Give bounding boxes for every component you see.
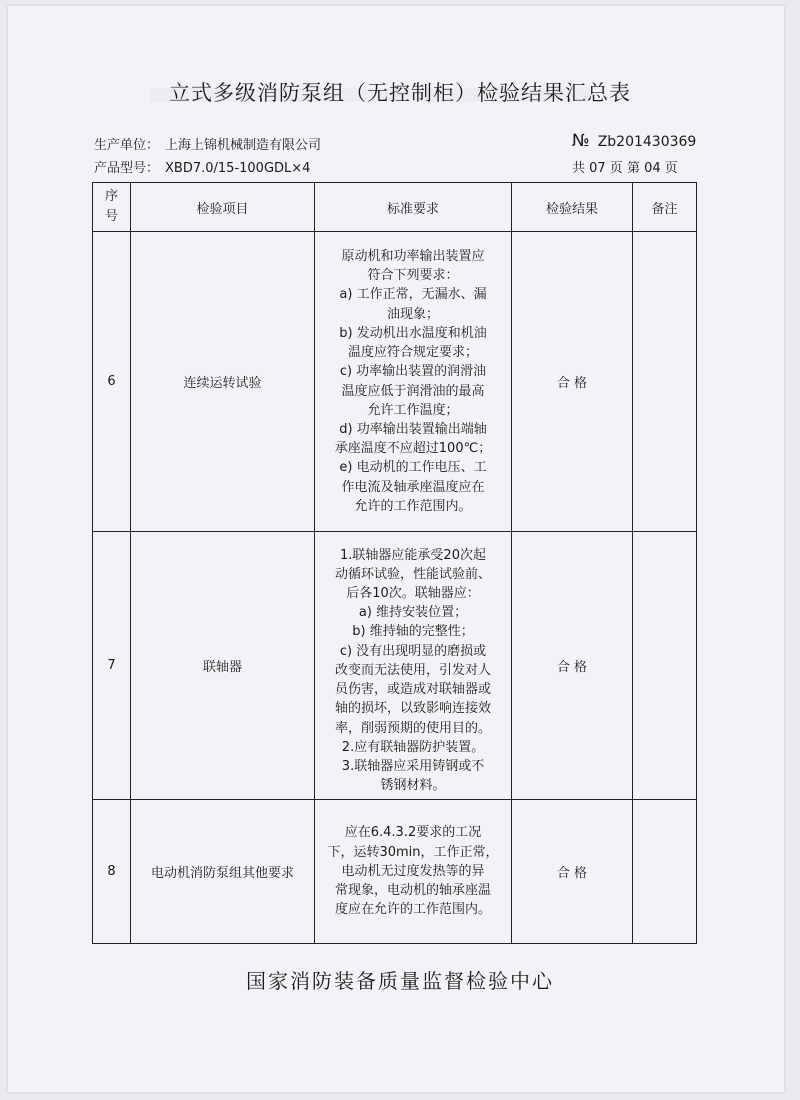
requirement-line: 1.联轴器应能承受20次起 (340, 547, 486, 563)
requirement-line: d) 功率输出装置输出端轴 (339, 421, 487, 437)
page-info: 共 07 页 第 04 页 (572, 161, 678, 176)
row-item: 电动机消防泵组其他要求 (131, 800, 315, 944)
requirement-line: 下，运转30min，工作正常， (327, 844, 499, 860)
requirement-line: 率，削弱预期的使用目的。 (334, 720, 491, 736)
row-note (633, 232, 697, 532)
header-result: 检验结果 (512, 183, 633, 232)
requirement-line: 改变而无法使用，引发对人 (334, 662, 491, 678)
model-line (94, 157, 310, 176)
results-table (92, 182, 697, 944)
requirement-line: 度应在允许的工作范围内。 (334, 902, 491, 918)
row-seq: 8 (93, 800, 131, 944)
row-requirement (315, 232, 512, 532)
requirement-line: 承座温度不应超过100℃； (334, 441, 492, 457)
row-result: 合 格 (512, 532, 633, 800)
requirement-line: b) 发动机出水温度和机油 (339, 325, 487, 341)
report-number-value: Zb201430369 (597, 134, 697, 150)
requirement-line: 锈钢材料。 (380, 778, 446, 794)
row-note (633, 800, 697, 944)
requirement-line: 温度应符合规定要求； (347, 345, 478, 361)
requirement-line: c) 没有出现明显的磨损或 (339, 643, 487, 659)
requirement-line: 允许的工作范围内。 (354, 498, 472, 514)
row-seq: 6 (93, 232, 131, 532)
model-label: 产品型号： (94, 161, 160, 176)
requirement-line: 温度应低于润滑油的最高 (341, 383, 485, 399)
requirement-line: 油现象； (386, 306, 439, 322)
requirement-line: 符合下列要求： (367, 268, 459, 284)
page-title: 立式多级消防泵组（无控制柜）检验结果汇总表 (169, 81, 631, 105)
header-seq (93, 183, 131, 232)
table-row (93, 800, 697, 944)
issuer-footer: 国家消防装备质量监督检验中心 (246, 969, 554, 993)
row-requirement (315, 800, 512, 944)
requirement-line: b) 维持轴的完整性； (352, 624, 474, 640)
producer-value: 上海上锦机械制造有限公司 (165, 138, 322, 153)
table-header-row (93, 183, 697, 232)
row-result: 合 格 (512, 232, 633, 532)
requirement-line: a) 维持安装位置； (358, 605, 468, 621)
requirement-line: 2.应有联轴器防护装置。 (341, 739, 485, 755)
requirement-line: 应在6.4.3.2要求的工况 (344, 825, 482, 841)
number-symbol: № (572, 131, 590, 151)
row-requirement (315, 532, 512, 800)
requirement-line: 员伤害，或造成对联轴器或 (334, 682, 491, 698)
report-number (572, 131, 696, 151)
header-note: 备注 (633, 183, 697, 232)
requirement-line: c) 功率输出装置的润滑油 (339, 364, 487, 380)
row-seq: 7 (93, 532, 131, 800)
requirement-line: a) 工作正常，无漏水、漏 (339, 287, 487, 303)
requirement-line: 动循环试验，性能试验前、 (334, 566, 491, 582)
row-item: 联轴器 (131, 532, 315, 800)
requirement-line: 电动机无过度发热等的异 (341, 863, 485, 879)
requirement-line: 常现象，电动机的轴承座温 (334, 883, 491, 899)
requirement-line: 轴的损坏，以致影响连接效 (334, 701, 491, 717)
row-item: 连续运转试验 (131, 232, 315, 532)
requirement-line: e) 电动机的工作电压、工 (339, 460, 487, 476)
row-result: 合 格 (512, 800, 633, 944)
header-seq-text: 序号 (104, 189, 118, 224)
requirement-line: 3.联轴器应采用铸钢或不 (341, 758, 485, 774)
table-row (93, 232, 697, 532)
requirement-line: 后各10次。联轴器应： (346, 586, 480, 602)
producer-line (94, 134, 321, 153)
producer-label: 生产单位： (94, 138, 160, 153)
requirement-line: 允许工作温度； (367, 402, 459, 418)
requirement-line: 原动机和功率输出装置应 (341, 249, 485, 265)
header-requirement: 标准要求 (315, 183, 512, 232)
row-note (633, 532, 697, 800)
header-item: 检验项目 (131, 183, 315, 232)
requirement-line: 作电流及轴承座温度应在 (341, 479, 485, 495)
table-row (93, 532, 697, 800)
model-value: XBD7.0/15-100GDL×4 (165, 161, 311, 176)
